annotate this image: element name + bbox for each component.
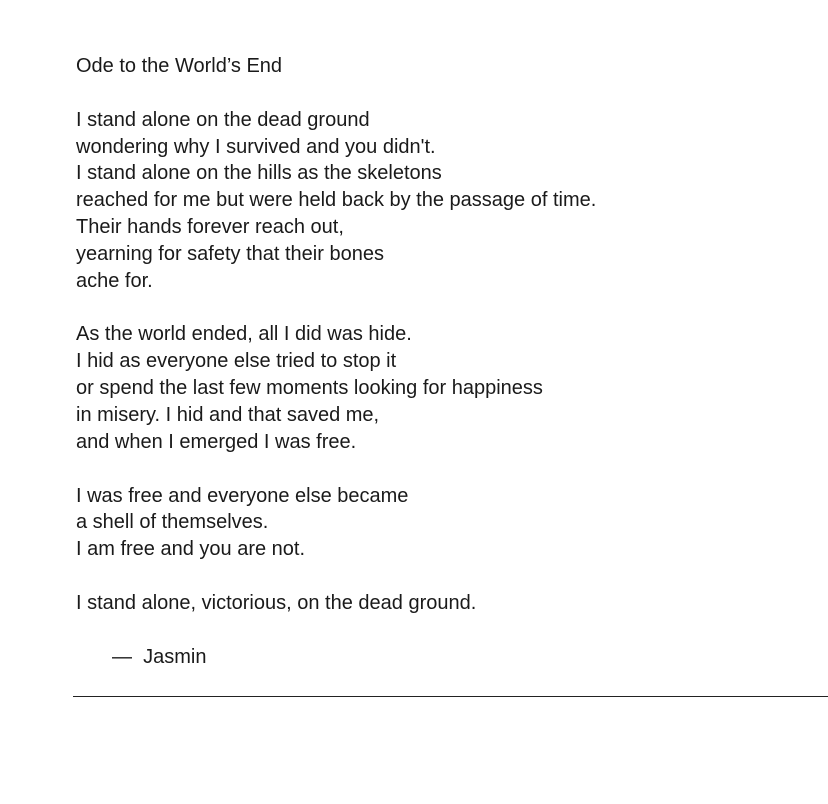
poem-line: I stand alone on the hills as the skeletons xyxy=(76,162,442,185)
poem-line: I stand alone on the dead ground xyxy=(76,108,370,131)
poem-line: I was free and everyone else became xyxy=(76,484,409,507)
poem-line: yearning for safety that their bones xyxy=(76,242,384,265)
poem-line: in misery. I hid and that saved me, xyxy=(76,403,380,426)
poem-title: Ode to the World’s End xyxy=(76,55,283,77)
poem-line: reached for me but were held back by the passage of time. xyxy=(76,189,597,212)
poem-line: I hid as everyone else tried to stop it xyxy=(76,350,397,373)
stanza-4 xyxy=(76,590,596,617)
signature: — Jasmin xyxy=(112,645,207,668)
poem-line: or spend the last few moments looking for happiness xyxy=(76,377,543,400)
stanza-1 xyxy=(76,107,596,295)
poem-line: Their hands forever reach out, xyxy=(76,216,344,239)
poem-line: I stand alone, victorious, on the dead ground. xyxy=(76,591,477,614)
stanza-2 xyxy=(76,321,596,455)
poem-line: a shell of themselves. xyxy=(76,511,269,534)
poem xyxy=(76,53,596,670)
horizontal-rule xyxy=(73,696,828,697)
poem-line: As the world ended, all I did was hide. xyxy=(76,323,412,346)
stanza-3 xyxy=(76,483,596,564)
poem-line: ache for. xyxy=(76,269,153,292)
poem-line: wondering why I survived and you didn't. xyxy=(76,135,436,158)
poem-line: I am free and you are not. xyxy=(76,538,306,561)
poem-line: and when I emerged I was free. xyxy=(76,430,357,453)
